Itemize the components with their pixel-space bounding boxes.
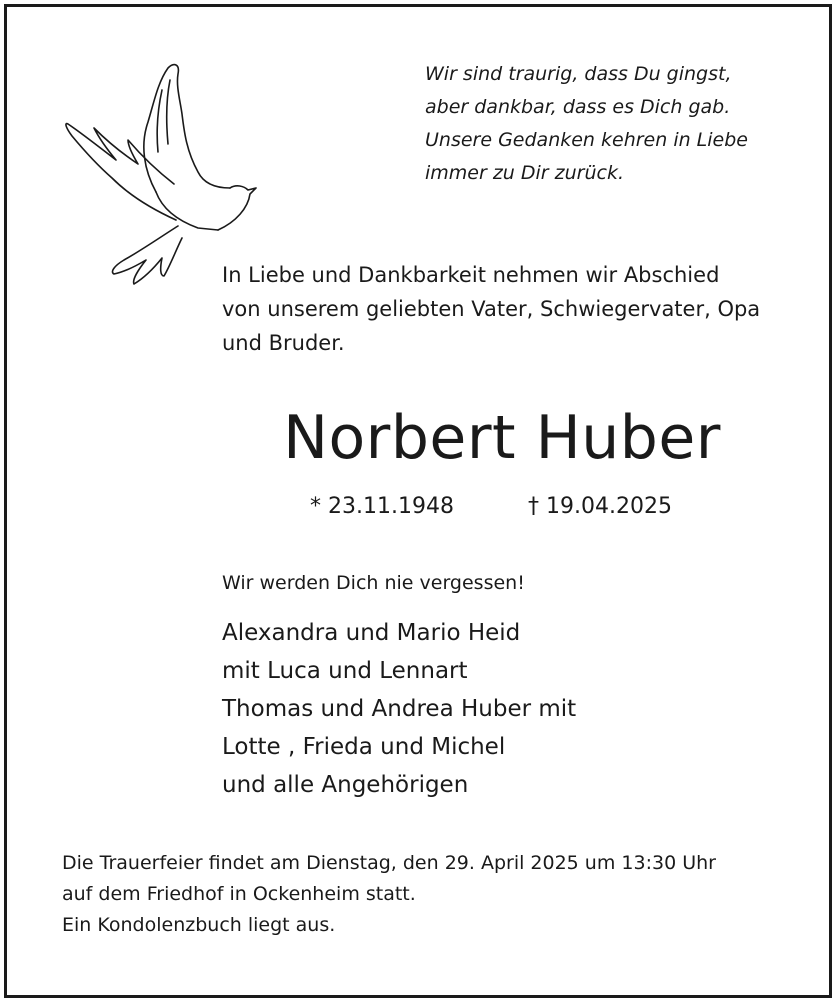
farewell-line: Wir werden Dich nie vergessen! xyxy=(222,572,525,594)
intro-line: In Liebe und Dankbarkeit nehmen wir Abschied xyxy=(222,263,720,287)
mourner-line: und alle Angehörigen xyxy=(222,772,469,798)
mourner-line: Lotte , Frieda und Michel xyxy=(222,734,506,760)
mourner-line: mit Luca und Lennart xyxy=(222,658,468,684)
mourner-line: Alexandra und Mario Heid xyxy=(222,620,521,646)
intro-line: und Bruder. xyxy=(222,331,345,355)
service-line: auf dem Friedhof in Ockenheim statt. xyxy=(62,883,416,905)
quote-line: immer zu Dir zurück. xyxy=(425,162,625,184)
intro-line: von unserem geliebten Vater, Schwiegervater, Opa xyxy=(222,297,761,321)
quote-verse xyxy=(425,58,815,190)
service-info xyxy=(62,848,822,941)
service-line: Die Trauerfeier findet am Dienstag, den 29. April 2025 um 13:30 Uhr xyxy=(62,852,716,874)
mourner-line: Thomas und Andrea Huber mit xyxy=(222,696,577,722)
mourners-list xyxy=(222,614,812,804)
quote-line: aber dankbar, dass es Dich gab. xyxy=(425,96,731,118)
quote-line: Unsere Gedanken kehren in Liebe xyxy=(425,129,748,151)
intro-text xyxy=(222,258,812,360)
quote-line: Wir sind traurig, dass Du gingst, xyxy=(425,63,732,85)
birth-date: * 23.11.1948 xyxy=(310,494,454,519)
service-line: Ein Kondolenzbuch liegt aus. xyxy=(62,914,336,936)
death-date: † 19.04.2025 xyxy=(528,494,672,519)
deceased-name: Norbert Huber xyxy=(283,403,721,473)
